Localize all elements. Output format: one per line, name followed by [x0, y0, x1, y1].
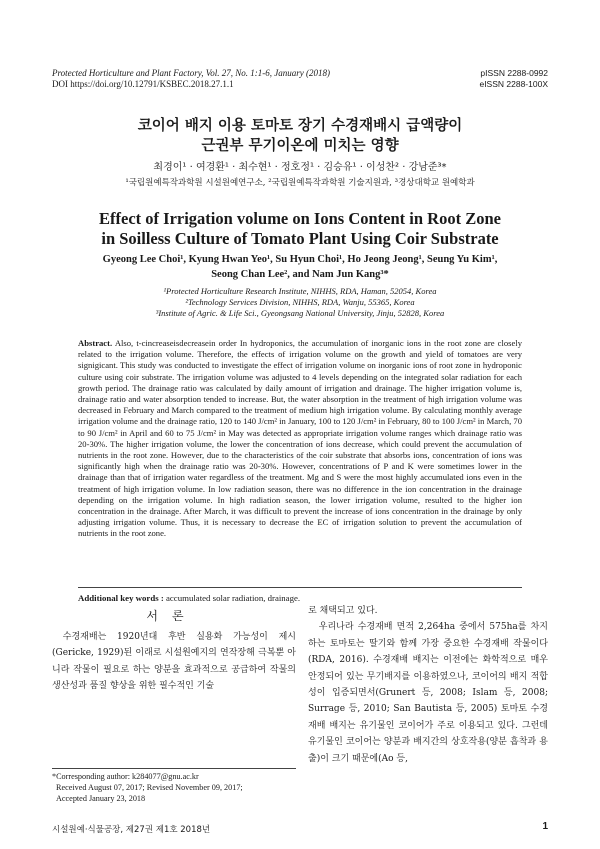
keywords-label: Additional key words :: [78, 593, 164, 603]
section-title-introduction: 서론: [146, 609, 198, 623]
english-affiliation-2: ²Technology Services Division, NIHHS, RDA, Wanju, 55365, Korea: [185, 297, 415, 307]
korean-title-line1: 코이어 배지 이용 토마토 장기 수경재배시 급액량이: [137, 118, 463, 134]
keywords: [78, 593, 522, 603]
keywords-text: accumulated solar radiation, drainage.: [166, 593, 301, 603]
english-authors-line2: Seong Chan Lee², and Nam Jun Kang³*: [211, 269, 389, 280]
abstract-label: Abstract.: [78, 338, 113, 348]
page-number: 1: [542, 821, 548, 832]
abstract: [78, 338, 522, 540]
intro-paragraph-2: 우리나라 수경재배 면적 2,264ha 중에서 575ha를 차지하는 토마토는 딸기와 함께 가장 중요한 수경재배 작물이다(RDA, 2016). 수경재배 배지는 이전에는 화학적으로 매우 안정되어 있는 무기배지를 이용하였으나, 코이어의 배지 적합성이 입증되면서(Grunert 등, 2008; Islam 등, 2008; Surrage 등, 2010; San Bautista 등, 2005) 토마토 수경재배 배지는 유기물인 코이어가 주로 이용되고 있다. 그런데 유기물인 코이어는 양분과 배지간의 상호작용(양분 흡착과 용출)이 크기 때문에(Ao 등,: [308, 622, 548, 764]
issn-block: [408, 68, 548, 90]
english-authors-line1: Gyeong Lee Choi¹, Kyung Hwan Yeo¹, Su Hyun Choi¹, Ho Jeong Jeong¹, Seung Yu Kim¹,: [102, 254, 498, 265]
footnote-divider: [52, 768, 296, 769]
corresponding-author: *Corresponding author: k284077@gnu.ac.kr: [52, 772, 199, 781]
journal-citation: Protected Horticulture and Plant Factory, Vol. 27, No. 1:1-6, January (2018): [52, 68, 331, 78]
intro-paragraph-1: 수경재배는 1920년대 후반 실용화 가능성이 제시(Gericke, 1929)된 이래로 시설원예지의 연작장해 극복뿐 아니라 작물이 필요로 하는 양분을 효과적으로 공급하여 작물의 생산성과 품질 향상을 위한 필수적인 기술: [52, 632, 296, 692]
body-left-column: [52, 629, 296, 695]
english-affiliation-3: ³Institute of Agric. & Life Sci., Gyeongsang National University, Jinju, 52828, Korea: [155, 308, 445, 318]
korean-affiliations: ¹국립원예특작과학원 시설원예연구소, ²국립원예특작과학원 기술지원과, ³경상대학교 원예학과: [125, 178, 475, 188]
english-title-line1: Effect of Irrigation volume on Ions Content in Root Zone: [99, 209, 501, 228]
eissn: eISSN 2288-100X: [479, 79, 548, 89]
abstract-text: Also, t-cincreaseisdecreasein order In hydroponics, the accumulation of inorganic ions in the root zone are closely related to the irrigation volume. Therefore, the effects of irrigation volume on the growth and yield of tomatoes are very signigicant. This study was conducted to investigate the effect of irrigation volume on inorganic ions of root zone in hydroponic culture using coir substrate. The irrigation volume was adjusted to 4 levels depending on the integrated solar radiation for each growth period. The drainage ratio was calculated by daily amount of irrigation and drainage. The higher irrigation volume is, drainage ratio and water absorption tended to increase. But, the water absorption in the treatment of high irrigation volume was decreased in February and March compared to the treatment of medium high irrigation volume. By calculating monthly average irrigation volume and the drainage ratio, 120 to 140 J/cm² in January, 100 to 120 J/cm² in February, 80 to 100 J/cm² in March, 70 to 90 J/cm² in April and 60 to 75 J/cm² in May was detected as appropriate irrigation volume ranges which drainage ratio was 20-30%. The higher irrigation volume, the lower the concentration of ions decrease, which could prevent the accumulation of nutrients in the root zone. However, due to the characteristics of the coir substrate that absorbs ions, concentration of ions was significantly high when the drainage ratio was 20-30%. However, concentrations of P and K were sometimes lower in the drainage than that of irrigation water regardless of the treatment. Mg and S were the most highly accumulated ions even in the treatment of high irrigation volume. In low radiation season, there was no difference in the ion concentration in the drainage depending on the irrigation volume. In high radiation season, the lower irrigation volume, resulted to the higher ion concentration in the drainage. After March, it was difficult to prevent the increase of ions concentration in the drainage by only adjusting irrigation volume. Thus, it is necessary to decrease the EC of irrigation solution to prevent the accumulation of nutrients in the root zone.: [78, 338, 522, 539]
english-title-line2: in Soilless Culture of Tomato Plant Using Coir Substrate: [101, 229, 499, 248]
abstract-divider: [78, 587, 522, 588]
korean-title-line2: 근권부 무기이온에 미치는 영향: [201, 138, 399, 154]
english-affiliation-1: ¹Protected Horticulture Research Institute, NIHHS, RDA, Haman, 52054, Korea: [163, 286, 437, 296]
accepted-date: Accepted January 23, 2018: [56, 794, 146, 803]
body-right-column: [308, 603, 548, 767]
doi-link[interactable]: DOI https://doi.org/10.12791/KSBEC.2018.27.1.1: [52, 79, 234, 89]
korean-authors: 최경이¹ · 여경환¹ · 최수현¹ · 정호정¹ · 김승유¹ · 이성찬² · 강남준³*: [153, 162, 447, 173]
footnote: [52, 771, 296, 804]
intro-paragraph-1-continued: 로 채택되고 있다.: [308, 606, 378, 616]
received-dates: Received August 07, 2017; Revised November 09, 2017;: [56, 783, 243, 792]
pissn: pISSN 2288-0992: [480, 68, 548, 78]
journal-header: [52, 68, 432, 90]
footer-journal: 시설원예·식물공장, 제27권 제1호 2018년: [52, 825, 211, 835]
